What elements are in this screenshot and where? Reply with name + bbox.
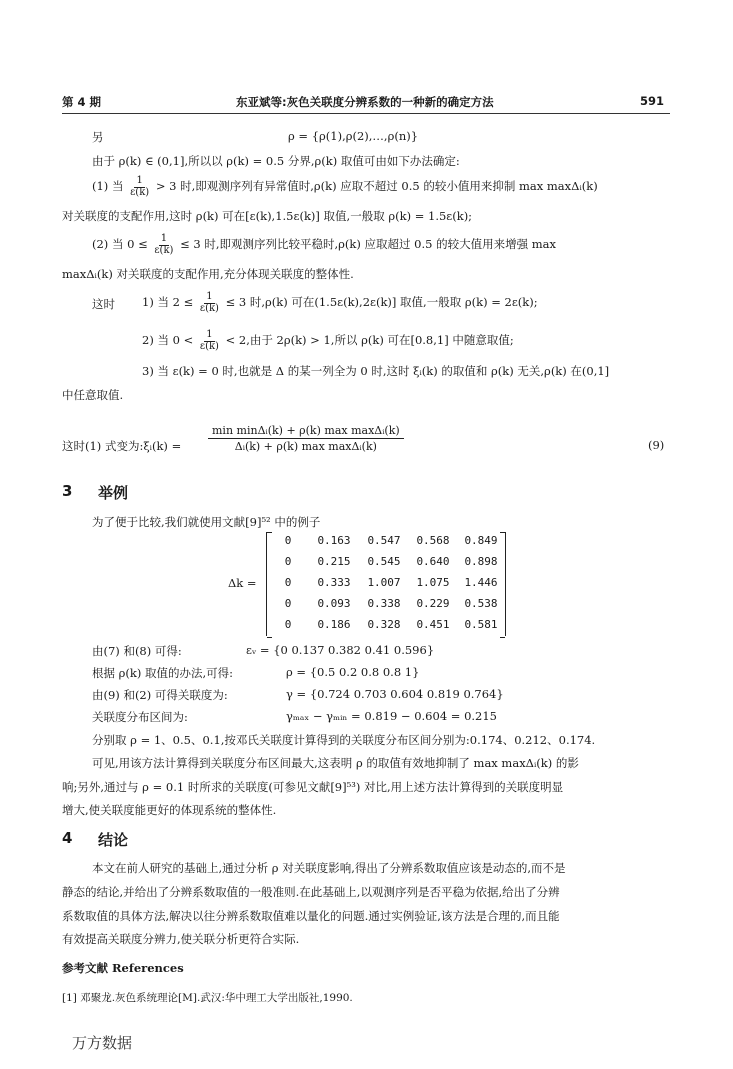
matrix-cell: 0.849 xyxy=(464,534,498,547)
matrix-cell: 0.568 xyxy=(416,534,450,547)
result-interval-label: 关联度分布区间为: xyxy=(92,710,188,724)
matrix-cell: 0.229 xyxy=(416,597,450,610)
header-title: 东亚斌等:灰色关联度分辨系数的一种新的确定方法 xyxy=(236,95,494,109)
matrix-cell: 0 xyxy=(284,534,292,547)
result-interval-value: γₘₐₓ − γₘᵢₙ = 0.819 − 0.604 = 0.215 xyxy=(286,709,498,723)
fraction-inverse-epsilon: $\frac{1}{\varepsilon(k)}$ xyxy=(130,175,150,198)
matrix-cell: 1.007 xyxy=(367,576,401,589)
section-3-paragraph: 分别取 ρ = 1、0.5、0.1,按邓氏关联度计算得到的关联度分布区间分别为:0.174、0.212、0.174. xyxy=(92,733,596,747)
matrix-cell: 0.538 xyxy=(464,597,498,610)
section-4-title: 结论 xyxy=(98,831,129,849)
matrix-label: Δk = xyxy=(228,576,257,590)
fraction-inverse-epsilon: $\frac{1}{\varepsilon(k)}$ xyxy=(199,329,219,352)
case-1 xyxy=(92,176,598,198)
equation-9-numerator: min minΔᵢ(k) + ρ(k) max maxΔᵢ(k) xyxy=(208,424,404,439)
section-4-number: 4 xyxy=(62,829,73,847)
matrix-cell: 0.898 xyxy=(464,555,498,568)
subcase-1 xyxy=(142,292,538,314)
reference-item: [1] 邓聚龙.灰色系统理论[M].武汉:华中理工大学出版社,1990. xyxy=(62,992,353,1004)
matrix-cell: 0.215 xyxy=(317,555,351,568)
case-1-post: > 3 时,即观测序列有异常值时,ρ(k) 应取不超过 0.5 的较小值用来抑制 max maxΔᵢ(k) xyxy=(155,179,598,193)
equation-9-denominator: Δᵢ(k) + ρ(k) max maxΔᵢ(k) xyxy=(234,440,377,453)
subcase-2 xyxy=(142,330,514,352)
section-3-intro: 为了便于比较,我们就使用文献[9]⁵² 中的例子 xyxy=(92,515,321,529)
section-3-paragraph: 可见,用该方法计算得到关联度分布区间最大,这表明 ρ 的取值有效地抑制了 max maxΔᵢ(k) 的影 xyxy=(92,756,579,770)
case-1-continuation: 对关联度的支配作用,这时 ρ(k) 可在[ε(k),1.5ε(k)] 取值,一般取 ρ(k) = 1.5ε(k); xyxy=(62,209,473,223)
matrix-cell: 0 xyxy=(284,555,292,568)
equation-9-fraction xyxy=(208,424,404,453)
references-heading: 参考文献 References xyxy=(62,961,184,975)
subcase-1-post: ≤ 3 时,ρ(k) 可在(1.5ε(k),2ε(k)] 取值,一般取 ρ(k) = 2ε(k); xyxy=(225,295,538,309)
header-page-number: 591 xyxy=(640,94,665,108)
matrix-cell: 0.640 xyxy=(416,555,450,568)
matrix-row xyxy=(267,534,505,547)
matrix-cell: 0 xyxy=(284,597,292,610)
subcase-2-post: < 2,由于 2ρ(k) > 1,所以 ρ(k) 可在[0.8,1] 中随意取值; xyxy=(225,333,514,347)
header-rule xyxy=(62,113,670,114)
body-paragraph: 由于 ρ(k) ∈ (0,1],所以以 ρ(k) = 0.5 分界,ρ(k) 取值可由如下办法确定: xyxy=(92,154,460,168)
matrix-cell: 0.545 xyxy=(367,555,401,568)
section-3-number: 3 xyxy=(62,482,73,500)
rho-set-formula: ρ = {ρ(1),ρ(2),…,ρ(n)} xyxy=(288,129,419,143)
section-3-title: 举例 xyxy=(98,484,129,502)
equation-lead: 这时(1) 式变为:ξᵢ(k) = xyxy=(62,439,182,453)
case-2-continuation: maxΔᵢ(k) 对关联度的支配作用,充分体现关联度的整体性. xyxy=(62,267,354,281)
case-2-pre: (2) 当 0 ≤ xyxy=(92,237,148,251)
subcase-lead: 这时 xyxy=(92,297,115,311)
result-epsilon-value: εᵥ = {0 0.137 0.382 0.41 0.596} xyxy=(246,643,435,657)
matrix-cell: 0.328 xyxy=(367,618,401,631)
case-2 xyxy=(92,234,556,256)
section-4-paragraph: 静态的结论,并给出了分辨系数取值的一般准则.在此基础上,以观测序列是否平稳为依据,给出了分辨 xyxy=(62,885,560,899)
result-gamma-label: 由(9) 和(2) 可得关联度为: xyxy=(92,688,228,702)
header-issue: 第 4 期 xyxy=(62,95,102,109)
section-3-paragraph: 增大,使关联度能更好的体现系统的整体性. xyxy=(62,803,277,817)
matrix-cell: 0.186 xyxy=(317,618,351,631)
body-lead-ling: 另 xyxy=(92,130,104,144)
section-4-paragraph: 系数取值的具体方法,解决以往分辨系数取值难以量化的问题.通过实例验证,该方法是合理的,而且能 xyxy=(62,909,560,923)
result-gamma-value: γ = {0.724 0.703 0.604 0.819 0.764} xyxy=(286,687,504,701)
result-rho-label: 根据 ρ(k) 取值的办法,可得: xyxy=(92,666,234,680)
matrix-cell: 0.581 xyxy=(464,618,498,631)
equation-number: (9) xyxy=(648,438,665,452)
matrix-row xyxy=(267,618,505,631)
matrix-cell: 0.163 xyxy=(317,534,351,547)
section-3-paragraph: 响;另外,通过与 ρ = 0.1 时所求的关联度(可参见文献[9]⁵³) 对比,用上述方法计算得到的关联度明显 xyxy=(62,780,564,794)
delta-matrix xyxy=(266,532,506,636)
matrix-cell: 0.093 xyxy=(317,597,351,610)
matrix-cell: 0.451 xyxy=(416,618,450,631)
matrix-cell: 0.547 xyxy=(367,534,401,547)
subcase-3: 3) 当 ε(k) = 0 时,也就是 Δ 的某一列全为 0 时,这时 ξᵢ(k) 的取值和 ρ(k) 无关,ρ(k) 在(0,1] xyxy=(142,364,610,378)
matrix-row xyxy=(267,597,505,610)
matrix-row xyxy=(267,555,505,568)
matrix-row xyxy=(267,576,505,589)
matrix-cell: 0.333 xyxy=(317,576,351,589)
case-2-post: ≤ 3 时,即观测序列比较平稳时,ρ(k) 应取超过 0.5 的较大值用来增强 max xyxy=(180,237,557,251)
subcase-3-continuation: 中任意取值. xyxy=(62,388,124,402)
matrix-cell: 1.075 xyxy=(416,576,450,589)
subcase-1-pre: 1) 当 2 ≤ xyxy=(142,295,194,309)
fraction-inverse-epsilon: $\frac{1}{\varepsilon(k)}$ xyxy=(199,291,219,314)
result-rho-value: ρ = {0.5 0.2 0.8 0.8 1} xyxy=(286,665,420,679)
result-epsilon-label: 由(7) 和(8) 可得: xyxy=(92,644,182,658)
matrix-cell: 0 xyxy=(284,576,292,589)
case-1-pre: (1) 当 xyxy=(92,179,124,193)
section-4-paragraph: 有效提高关联度分辨力,使关联分析更符合实际. xyxy=(62,932,300,946)
watermark: 万方数据 xyxy=(72,1034,133,1052)
subcase-2-pre: 2) 当 0 < xyxy=(142,333,194,347)
matrix-cell: 0.338 xyxy=(367,597,401,610)
matrix-cell: 0 xyxy=(284,618,292,631)
section-4-paragraph: 本文在前人研究的基础上,通过分析 ρ 对关联度影响,得出了分辨系数取值应该是动态的,而不是 xyxy=(92,861,566,875)
matrix-cell: 1.446 xyxy=(464,576,498,589)
fraction-inverse-epsilon: $\frac{1}{\varepsilon(k)}$ xyxy=(154,233,174,256)
